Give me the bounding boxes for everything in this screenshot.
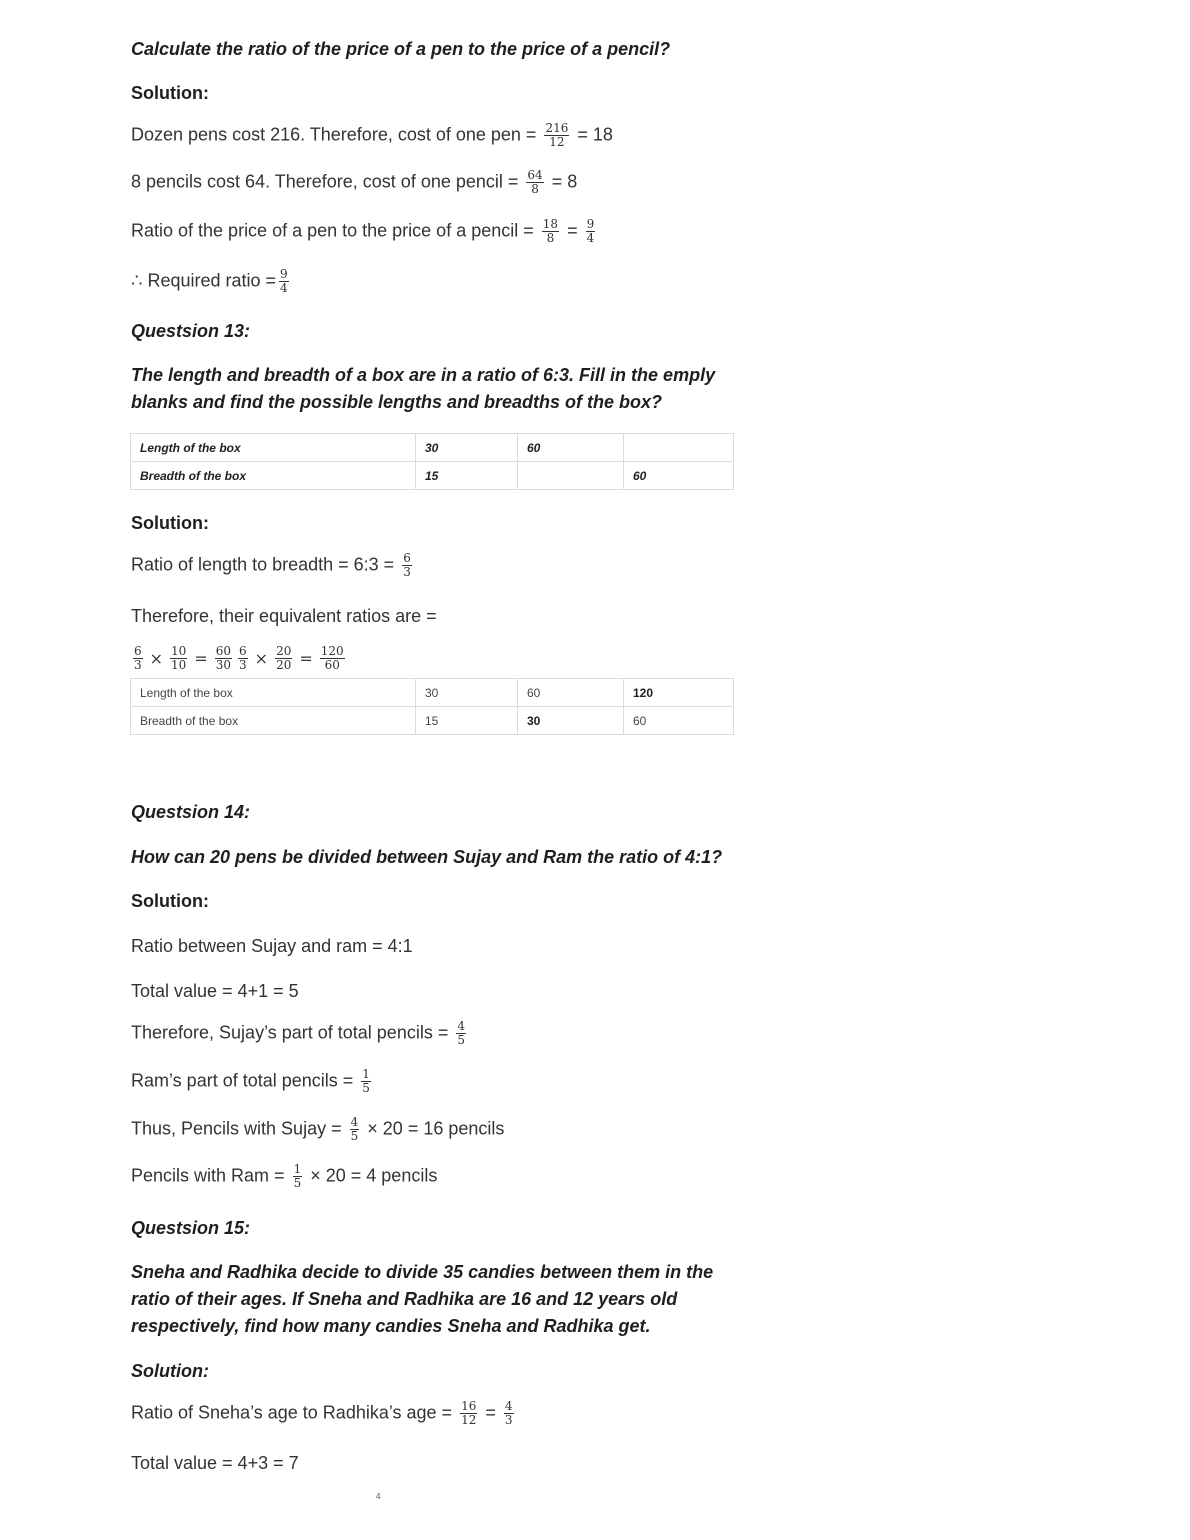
denominator: 3	[239, 658, 247, 672]
equals-sign: =	[194, 649, 208, 668]
numerator: 1	[293, 1162, 302, 1176]
table-cell: 60	[518, 679, 624, 707]
table-row	[131, 462, 734, 490]
q14-question: How can 20 pens be divided between Sujay and Ram the ratio of 4:1?	[131, 847, 723, 867]
table-cell: 15	[416, 462, 518, 490]
q14-line4-text: Ram’s part of total pencils =	[131, 1070, 354, 1091]
numerator: 9	[280, 267, 288, 281]
q14-line4-fraction	[361, 1068, 371, 1095]
fraction	[170, 645, 187, 672]
table-cell	[518, 462, 624, 490]
q12-line3-fraction-b	[586, 218, 596, 245]
table-cell: 15	[416, 707, 518, 735]
q14-line3-fraction	[456, 1020, 466, 1047]
numerator: 216	[545, 121, 569, 135]
table-row	[131, 434, 734, 462]
fraction	[215, 645, 232, 672]
q15-solution-label: Solution:	[131, 1361, 209, 1381]
q13-ratio-fraction	[402, 552, 412, 579]
q12-line3	[131, 218, 598, 245]
numerator: 64	[527, 168, 543, 182]
q14-line5-text: Thus, Pencils with Sujay =	[131, 1118, 342, 1139]
q13-table-question	[130, 433, 734, 490]
q14-heading: Questsion 14:	[131, 802, 251, 822]
table-row	[131, 707, 734, 735]
q13-question: The length and breadth of a box are in a ratio of 6:3. Fill in the emply blanks and find the possible lengths and breadths of the box?	[131, 365, 716, 412]
q15-line1-fraction-b	[504, 1400, 514, 1427]
q15-line2: Total value = 4+3 = 7	[131, 1453, 299, 1473]
numerator: 9	[586, 217, 595, 231]
q12-line2-text: 8 pencils cost 64. Therefore, cost of one pencil =	[131, 171, 519, 192]
denominator: 12	[461, 1413, 477, 1427]
q13-heading: Questsion 13:	[131, 321, 251, 341]
q13-equiv-expression	[130, 645, 348, 672]
denominator: 3	[504, 1413, 513, 1427]
q14-line1: Ratio between Sujay and ram = 4:1	[131, 936, 413, 956]
fraction	[320, 645, 345, 672]
denominator: 3	[134, 658, 142, 672]
equals-sign: =	[567, 220, 578, 241]
q12-line1-fraction	[544, 122, 569, 149]
q15-line1-text: Ratio of Sneha’s age to Radhika’s age =	[131, 1402, 453, 1423]
times-sign: ×	[149, 649, 164, 668]
q14-line5-fraction	[350, 1116, 360, 1143]
q12-line3-fraction-a	[542, 218, 559, 245]
numerator: 18	[542, 217, 559, 231]
page-mark: 4	[376, 1492, 381, 1501]
q13-equiv-text: Therefore, their equivalent ratios are =	[131, 606, 437, 626]
table-cell: 30	[518, 707, 624, 735]
equals-sign: =	[299, 649, 313, 668]
numerator: 4	[457, 1019, 465, 1033]
q14-line3	[131, 1020, 469, 1047]
table-cell-label: Breadth of the box	[131, 462, 416, 490]
fraction	[238, 645, 248, 672]
table-cell: 60	[518, 434, 624, 462]
q13-ratio-text: Ratio of length to breadth = 6:3 =	[131, 554, 395, 575]
numerator: 4	[504, 1399, 513, 1413]
q14-line6	[131, 1163, 437, 1190]
q12-line2-fraction	[526, 169, 543, 196]
q15-line1	[131, 1400, 517, 1427]
q14-solution-label: Solution:	[131, 891, 209, 911]
numerator: 16	[461, 1399, 477, 1413]
table-cell-label: Length of the box	[131, 434, 416, 462]
q12-line2	[131, 169, 577, 196]
equals-sign: =	[485, 1402, 496, 1423]
q14-line5	[131, 1116, 504, 1143]
denominator: 60	[324, 658, 340, 672]
denominator: 5	[293, 1176, 302, 1190]
q14-line2: Total value = 4+1 = 5	[131, 981, 299, 1001]
numerator: 10	[171, 644, 187, 658]
table-cell: 120	[624, 679, 734, 707]
q14-line4	[131, 1068, 374, 1095]
q12-line3-text: Ratio of the price of a pen to the price of a pencil =	[131, 220, 534, 241]
table-cell	[624, 434, 734, 462]
table-cell: 30	[416, 679, 518, 707]
times-sign: ×	[254, 649, 269, 668]
q12-question: Calculate the ratio of the price of a pen to the price of a pencil?	[131, 39, 671, 59]
q14-line6-fraction	[293, 1163, 303, 1190]
q13-table-answer	[130, 678, 734, 735]
q14-line5-result: × 20 = 16 pencils	[367, 1118, 505, 1139]
table-cell-label: Breadth of the box	[131, 707, 416, 735]
numerator: 60	[215, 644, 232, 658]
table-cell-label: Length of the box	[131, 679, 416, 707]
numerator: 120	[320, 644, 344, 658]
denominator: 5	[350, 1129, 359, 1143]
denominator: 5	[457, 1033, 465, 1047]
numerator: 6	[134, 644, 142, 658]
denominator: 12	[549, 135, 565, 149]
q12-line4	[131, 268, 292, 295]
q15-heading: Questsion 15:	[131, 1218, 251, 1238]
q12-line1	[131, 122, 613, 149]
table-row	[131, 679, 734, 707]
numerator: 6	[239, 644, 247, 658]
denominator: 4	[280, 281, 288, 295]
q14-line6-result: × 20 = 4 pencils	[310, 1165, 438, 1186]
q12-line1-result: = 18	[577, 124, 613, 145]
q12-line4-text: ∴ Required ratio =	[131, 270, 277, 291]
denominator: 30	[215, 658, 232, 672]
q15-line1-fraction-a	[460, 1400, 477, 1427]
q14-line6-text: Pencils with Ram =	[131, 1165, 285, 1186]
q14-line3-text: Therefore, Sujay’s part of total pencils =	[131, 1022, 449, 1043]
denominator: 3	[403, 565, 411, 579]
q15-question: Sneha and Radhika decide to divide 35 candies between them in the ratio of their ages. If Sneha and Radhika are 16 and 12 years old respectively, find how many candies Sneha and Radhika get.	[131, 1262, 714, 1336]
denominator: 5	[362, 1081, 370, 1095]
q13-ratio-line	[131, 552, 415, 579]
numerator: 4	[350, 1115, 359, 1129]
denominator: 8	[531, 182, 539, 196]
fraction	[133, 645, 143, 672]
q12-line4-fraction	[279, 268, 289, 295]
q13-solution-label: Solution:	[131, 513, 209, 533]
q12-solution-label: Solution:	[131, 83, 209, 103]
table-cell: 60	[624, 707, 734, 735]
denominator: 8	[546, 231, 555, 245]
denominator: 20	[276, 658, 292, 672]
numerator: 1	[362, 1067, 370, 1081]
table-cell: 30	[416, 434, 518, 462]
denominator: 10	[171, 658, 187, 672]
numerator: 6	[403, 551, 411, 565]
numerator: 20	[276, 644, 292, 658]
table-cell: 60	[624, 462, 734, 490]
q12-line1-text: Dozen pens cost 216. Therefore, cost of one pen =	[131, 124, 537, 145]
fraction	[275, 645, 292, 672]
denominator: 4	[586, 231, 595, 245]
q12-line2-result: = 8	[551, 171, 578, 192]
